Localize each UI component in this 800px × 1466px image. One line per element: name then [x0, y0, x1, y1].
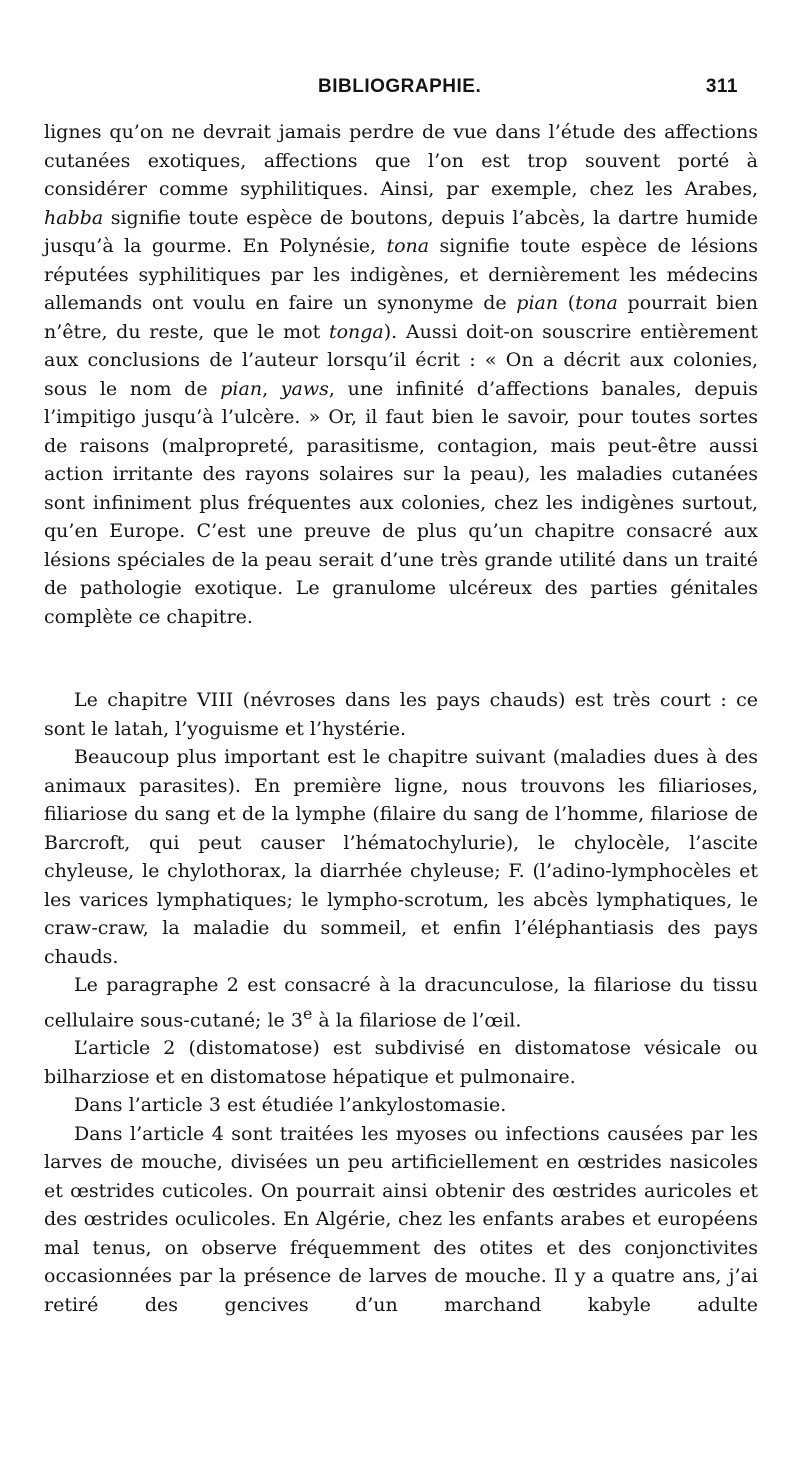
running-title: BIBLIOGRAPHIE.: [318, 76, 482, 97]
italic-term-tona: tona: [575, 292, 618, 314]
superscript: e: [302, 1003, 313, 1023]
text-run: à la filariose de l’œil.: [312, 1008, 522, 1031]
text-run: signifie toute espèce de boutons, depuis l’abcès, la dartre humide jusqu’à la gourme. En Polynésie,: [44, 206, 758, 257]
paragraph-myoses: Dans l’article 4 sont traitées les myoses ou infections causées par les larves de mouche, divisées un peu artificiellement en œstrides nasicoles et œstrides cuticoles. On pourrait ainsi obtenir des œstrides auricoles et des œstrides oculicoles. En Algérie, chez les enfants arabes et européens mal tenus, on observe fréquemment des otites et des conjonctivites occasionnées par la présence de larves de mouche. Il y a quatre ans, j’ai retiré des gencives d’un marchand kabyle adulte: [44, 1122, 758, 1316]
paragraph-distomatose: L’article 2 (distomatose) est subdivisé en distomatose vésicale ou bilharziose et en distomatose hépatique et pulmonaire.: [44, 1037, 758, 1088]
text-block-top: [44, 118, 758, 631]
page-number: 311: [705, 76, 738, 97]
text-run: ). Aussi doit-on souscrire entièrement aux conclusions de l’auteur lorsqu’il écrit : « On a décrit aux colonies, sous le nom de: [44, 320, 758, 400]
paragraph-parasites: Beaucoup plus important est le chapitre suivant (maladies dues à des animaux parasites). En première ligne, nous trouvons les filiarioses, filiariose du sang et de la lymphe (filaire du sang de l’homme, filariose de Barcroft, qui peut causer l’hématochylurie), le chylocèle, l’ascite chyleuse, le chylothorax, la diarrhée chyleuse; F. (l’adino-lymphocèles et les varices lymphatiques; le lympho-scrotum, les abcès lymphatiques, le craw-craw, la maladie du sommeil, et enfin l’éléphantiasis des pays chauds.: [44, 746, 758, 968]
italic-term-habba: habba: [44, 206, 104, 229]
italic-term-pian: pian: [220, 377, 263, 400]
paragraph-chapter-viii: Le chapitre VIII (névroses dans les pays chauds) est très court : ce sont le latah, l’yoguisme et l’hystérie.: [44, 689, 758, 740]
text-run: pourrait bien n’être, du reste, que le mot: [44, 292, 759, 343]
italic-term-tonga: tonga: [328, 320, 384, 343]
italic-term-pian: pian: [516, 292, 559, 314]
text-run: lignes qu’on ne devrait jamais perdre de vue dans l’étude des affections cutanées exotiques, affections que l’on est trop souvent porté à considérer comme syphilitiques. Ainsi, par exemple, chez les Arabes,: [44, 121, 758, 200]
text-run: signifie toute espèce de lésions réputées syphilitiques par les indigènes, et dernièrement les médecins allemands ont voulu en faire un synonyme de: [44, 235, 758, 314]
text-run: , une infinité d’affections banales, depuis l’impitigo jusqu’à l’ulcère. » Or, il faut bien le savoir, pour toutes sortes de raisons (malpropreté, parasitisme, contagion, mais peut-être aussi action irritante des rayons solaires sur la peau), les maladies cutanées sont infiniment plus fréquentes aux colonies, chez les indigènes surtout, qu’en Europe. C’est une preuve de plus qu’un chapitre consacré aux lésions spéciales de la peau serait d’une très grande utilité dans un traité de pathologie exotique. Le granulome ulcéreux des parties génitales complète ce chapitre.: [44, 377, 758, 628]
italic-term-tona: tona: [386, 235, 430, 257]
running-header: [318, 76, 738, 100]
text-block-bottom: [44, 686, 758, 1319]
text-run: ,: [262, 377, 281, 400]
text-run: (: [558, 292, 576, 314]
text-run: Le paragraphe 2 est consacré à la dracunculose, la filariose du tissu cellulaire sous-cutané; le 3: [44, 974, 758, 1031]
paragraph-dracunculose: [44, 971, 758, 1034]
paragraph-cutaneous-affections: [44, 118, 758, 631]
italic-term-yaws: yaws: [280, 377, 329, 400]
paragraph-ankylostomasie: Dans l’article 3 est étudiée l’ankylostomasie.: [74, 1094, 507, 1117]
